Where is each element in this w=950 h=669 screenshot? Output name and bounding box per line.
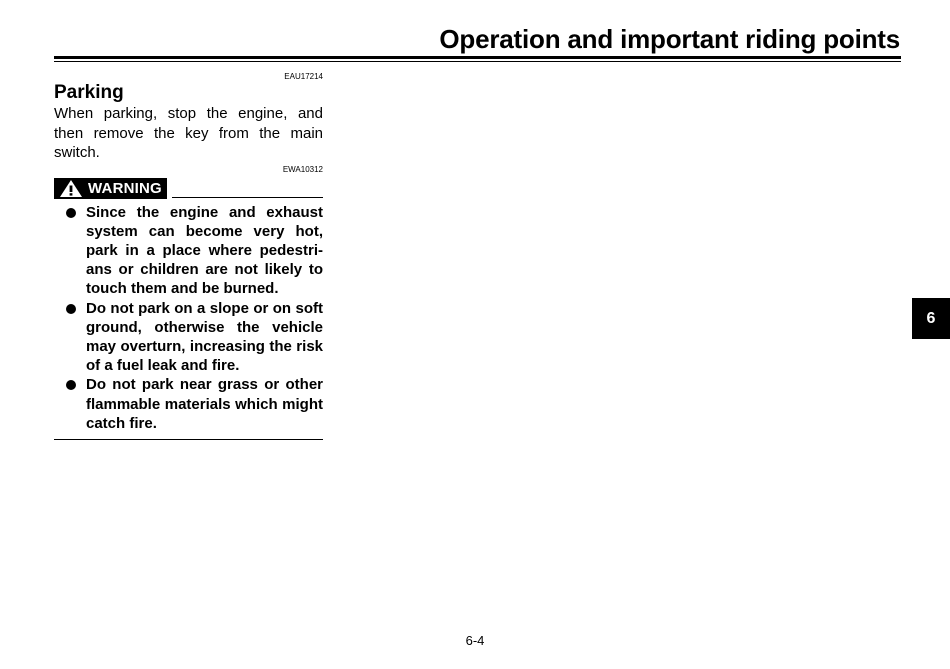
header-rule-thick [54, 56, 901, 59]
warning-end-rule [54, 439, 323, 440]
warning-code: EWA10312 [282, 164, 323, 174]
warning-header-rule [172, 197, 323, 198]
list-item [54, 299, 323, 376]
warning-item-text: Since the engine and exhaust system can become very hot, park in a place where pedestri-ans or children are not likely to touch them and be burned. [86, 203, 323, 298]
warning-triangle-icon [59, 179, 88, 198]
page-number: 6-4 [465, 633, 485, 648]
section-body: When parking, stop the engine, and then remove the key from the main switch. [54, 105, 323, 161]
list-item [54, 203, 323, 299]
page-header-title: Operation and important riding points [439, 24, 900, 54]
content-column [54, 72, 323, 440]
section-code: EAU17214 [284, 72, 323, 81]
warning-header [54, 177, 323, 201]
warning-list [54, 203, 323, 433]
section-title: Parking [54, 82, 124, 103]
warning-item-text: Do not park on a slope or on soft ground, otherwise the vehicle may overturn, increasing the risk of a fuel leak and fire. [86, 299, 323, 375]
header-rule-thin [54, 61, 901, 62]
bullet-icon [66, 208, 76, 218]
list-item [54, 375, 323, 433]
bullet-icon [66, 304, 76, 314]
warning-badge [54, 178, 167, 199]
warning-label: WARNING [88, 180, 162, 197]
bullet-icon [66, 380, 76, 390]
warning-item-text: Do not park near grass or other flammable materials which might catch fire. [86, 376, 323, 432]
chapter-tab: 6 [912, 298, 950, 339]
